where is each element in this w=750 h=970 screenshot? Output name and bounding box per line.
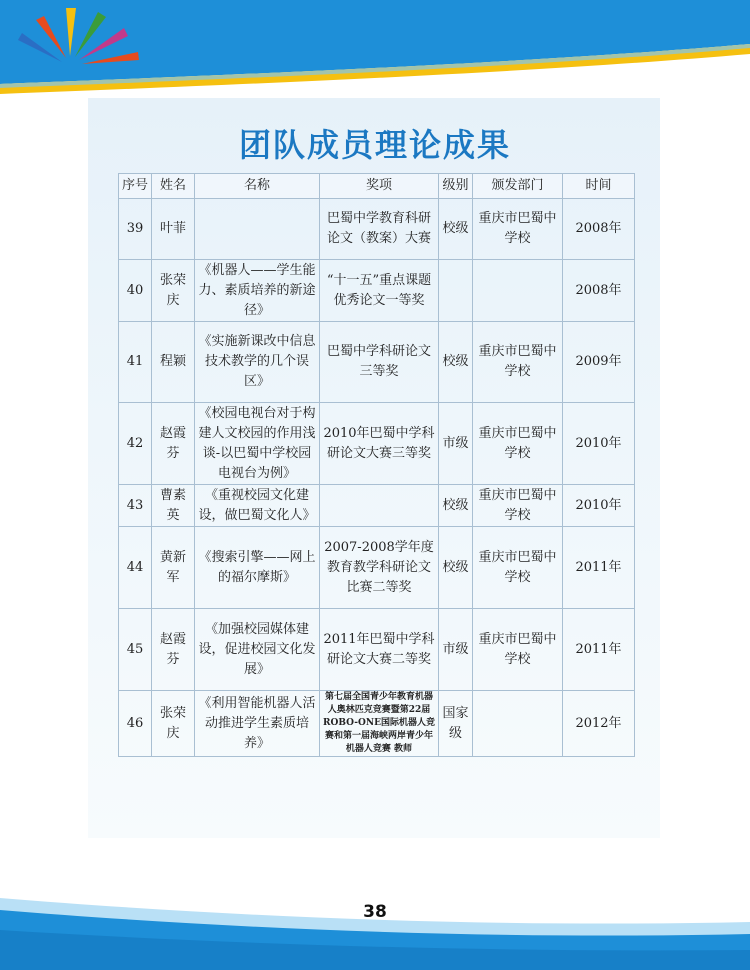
achievements-table bbox=[118, 173, 635, 757]
cell-level: 市级 bbox=[439, 403, 473, 485]
cell-award: 2010年巴蜀中学科研论文大赛三等奖 bbox=[320, 403, 439, 485]
cell-name: 张荣庆 bbox=[152, 260, 195, 322]
page-title: 团队成员理论成果 bbox=[238, 126, 511, 164]
cell-work: 《搜索引擎——网上的福尔摩斯》 bbox=[195, 527, 320, 609]
cell-award bbox=[320, 485, 439, 527]
cell-year: 2010年 bbox=[563, 485, 635, 527]
cell-year: 2011年 bbox=[563, 527, 635, 609]
cell-year: 2011年 bbox=[563, 609, 635, 691]
header-award: 奖项 bbox=[320, 174, 439, 199]
table-header-row bbox=[119, 174, 635, 199]
header-name: 姓名 bbox=[152, 174, 195, 199]
cell-name: 曹素英 bbox=[152, 485, 195, 527]
page-number: 38 bbox=[363, 902, 387, 922]
cell-name: 赵霞芬 bbox=[152, 609, 195, 691]
cell-year: 2012年 bbox=[563, 691, 635, 757]
header-dept: 颁发部门 bbox=[473, 174, 563, 199]
table-row bbox=[119, 485, 635, 527]
cell-award: 2007-2008学年度教育教学科研论文比赛二等奖 bbox=[320, 527, 439, 609]
cell-work: 《利用智能机器人活动推进学生素质培养》 bbox=[195, 691, 320, 757]
table-row bbox=[119, 260, 635, 322]
cell-dept: 重庆市巴蜀中学校 bbox=[473, 485, 563, 527]
cell-level bbox=[439, 260, 473, 322]
header-work: 名称 bbox=[195, 174, 320, 199]
cell-year: 2008年 bbox=[563, 199, 635, 260]
cell-no: 40 bbox=[119, 260, 152, 322]
cell-level: 国家级 bbox=[439, 691, 473, 757]
cell-award: 巴蜀中学教育科研论文（教案）大赛 bbox=[320, 199, 439, 260]
cell-no: 45 bbox=[119, 609, 152, 691]
cell-no: 41 bbox=[119, 322, 152, 403]
cell-year: 2009年 bbox=[563, 322, 635, 403]
table-row bbox=[119, 322, 635, 403]
cell-year: 2008年 bbox=[563, 260, 635, 322]
cell-work: 《实施新课改中信息技术教学的几个误区》 bbox=[195, 322, 320, 403]
cell-name: 黄新军 bbox=[152, 527, 195, 609]
table-row bbox=[119, 691, 635, 757]
cell-no: 39 bbox=[119, 199, 152, 260]
cell-level: 校级 bbox=[439, 199, 473, 260]
cell-dept: 重庆市巴蜀中学校 bbox=[473, 403, 563, 485]
cell-dept: 重庆市巴蜀中学校 bbox=[473, 609, 563, 691]
cell-name: 程颖 bbox=[152, 322, 195, 403]
cell-no: 43 bbox=[119, 485, 152, 527]
cell-no: 44 bbox=[119, 527, 152, 609]
cell-dept: 重庆市巴蜀中学校 bbox=[473, 527, 563, 609]
cell-work: 《机器人——学生能力、素质培养的新途径》 bbox=[195, 260, 320, 322]
cell-name: 赵霞芬 bbox=[152, 403, 195, 485]
cell-award: 第七届全国青少年教育机器人奥林匹克竞赛暨第22届ROBO-ONE国际机器人竞赛和第一届海峡两岸青少年机器人竞赛 教师 bbox=[320, 691, 439, 757]
table-row bbox=[119, 527, 635, 609]
cell-name: 叶菲 bbox=[152, 199, 195, 260]
cell-dept: 重庆市巴蜀中学校 bbox=[473, 199, 563, 260]
cell-year: 2010年 bbox=[563, 403, 635, 485]
cell-dept bbox=[473, 691, 563, 757]
cell-level: 校级 bbox=[439, 527, 473, 609]
cell-work: 《加强校园媒体建设，促进校园文化发展》 bbox=[195, 609, 320, 691]
cell-work: 《校园电视台对于构建人文校园的作用浅谈-以巴蜀中学校园电视台为例》 bbox=[195, 403, 320, 485]
header-no: 序号 bbox=[119, 174, 152, 199]
cell-no: 46 bbox=[119, 691, 152, 757]
top-banner bbox=[0, 0, 750, 100]
table-row bbox=[119, 403, 635, 485]
cell-level: 校级 bbox=[439, 322, 473, 403]
header-year: 时间 bbox=[563, 174, 635, 199]
cell-no: 42 bbox=[119, 403, 152, 485]
header-level: 级别 bbox=[439, 174, 473, 199]
cell-work bbox=[195, 199, 320, 260]
table-row bbox=[119, 199, 635, 260]
cell-name: 张荣庆 bbox=[152, 691, 195, 757]
cell-level: 校级 bbox=[439, 485, 473, 527]
cell-level: 市级 bbox=[439, 609, 473, 691]
cell-dept: 重庆市巴蜀中学校 bbox=[473, 322, 563, 403]
cell-award: “十一五”重点课题优秀论文一等奖 bbox=[320, 260, 439, 322]
cell-award: 巴蜀中学科研论文三等奖 bbox=[320, 322, 439, 403]
cell-award: 2011年巴蜀中学科研论文大赛二等奖 bbox=[320, 609, 439, 691]
table-row bbox=[119, 609, 635, 691]
cell-work: 《重视校园文化建设，做巴蜀文化人》 bbox=[195, 485, 320, 527]
cell-dept bbox=[473, 260, 563, 322]
